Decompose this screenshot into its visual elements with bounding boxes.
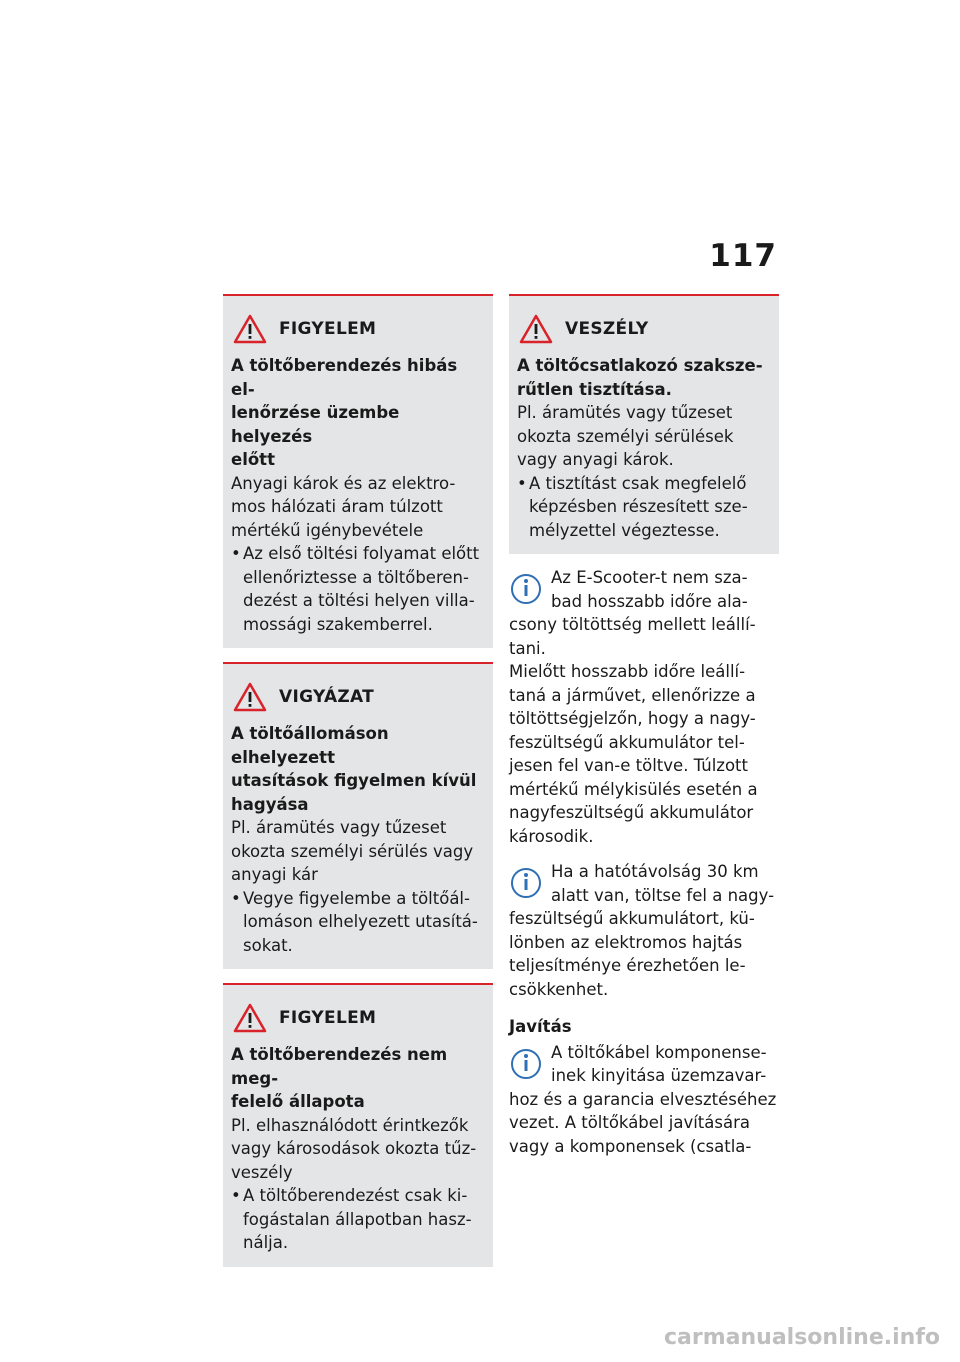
bullet-text: Vegye figyelembe a töltőál- lomáson elhelyezett utasítá- sokat. bbox=[243, 888, 478, 955]
box-body: Pl. áramütés vagy tűzeset okozta személyi sérülések vagy anyagi károk. bbox=[517, 403, 734, 469]
box-body: Anyagi károk és az elektro- mos hálózati áram túlzott mértékű igénybevétele bbox=[231, 473, 456, 540]
warning-triangle-icon bbox=[233, 314, 267, 344]
warning-triangle-icon bbox=[233, 682, 267, 712]
page-number: 117 bbox=[709, 238, 777, 274]
info-rest: feszültségű akkumulátort, kü- lönben az elektromos hajtás teljesítménye érezhetően le- csökkenhet. bbox=[509, 909, 755, 999]
bullet-dot: • bbox=[231, 1186, 241, 1205]
box-label: FIGYELEM bbox=[279, 319, 377, 339]
warning-box-2 bbox=[223, 983, 493, 1267]
bullet-item bbox=[231, 542, 485, 636]
left-column bbox=[223, 294, 493, 1277]
info-icon bbox=[509, 568, 543, 608]
bullet-item bbox=[231, 887, 485, 958]
box-bullet-list bbox=[231, 887, 485, 958]
box-subtitle: A töltőberendezés hibás el- lenőrzése üzembe helyezés előtt bbox=[231, 356, 458, 469]
info-note-2 bbox=[509, 860, 779, 1001]
box-header bbox=[517, 314, 771, 344]
box-header bbox=[231, 1003, 485, 1033]
box-body: Pl. elhasználódott érintkezők vagy károsodások okozta tűz- veszély bbox=[231, 1115, 477, 1182]
right-column bbox=[509, 294, 779, 1158]
section-heading-repair: Javítás bbox=[509, 1017, 572, 1036]
bullet-text: A töltőberendezést csak ki- fogástalan állapotban hasz- nálja. bbox=[243, 1186, 472, 1252]
bullet-dot: • bbox=[231, 544, 241, 563]
info-rest: csony töltöttség mellett leállí- tani. Mielőtt hosszabb időre leállí- taná a járművet, ellenőrizze a töltöttségjelzőn, hogy a nagy- feszültségű akkumulátor tel- jesen fel van-e töltve. Túlzott mértékű mélykisülés esetén a nagyfeszültségű akkumulátor károsodik. bbox=[509, 615, 758, 846]
bullet-text: Az első töltési folyamat előtt ellenőriztesse a töltőberen- dezést a töltési helyen villa- mossági szakemberrel. bbox=[243, 544, 480, 634]
bullet-item bbox=[517, 472, 771, 543]
box-label: FIGYELEM bbox=[279, 1008, 377, 1028]
bullet-item bbox=[231, 1184, 485, 1255]
warning-triangle-icon bbox=[233, 1003, 267, 1033]
info-rest: hoz és a garancia elvesztéséhez vezet. A töltőkábel javítására vagy a komponensek (csatla- bbox=[509, 1089, 777, 1156]
bullet-text: A tisztítást csak megfelelő képzésben részesített sze- mélyzettel végeztesse. bbox=[529, 473, 748, 540]
caution-box bbox=[223, 662, 493, 969]
box-subtitle: A töltőberendezés nem meg- felelő állapota bbox=[231, 1045, 448, 1111]
box-body: Pl. áramütés vagy tűzeset okozta személyi sérülés vagy anyagi kár bbox=[231, 818, 474, 884]
info-icon bbox=[509, 862, 543, 902]
box-header bbox=[231, 682, 485, 712]
bullet-dot: • bbox=[231, 888, 241, 908]
bullet-dot: • bbox=[517, 473, 527, 493]
box-label: VIGYÁZAT bbox=[279, 687, 375, 707]
watermark: carmanualsonline.info bbox=[664, 1325, 940, 1350]
info-first-lines: Az E-Scooter-t nem sza- bad hosszabb időre ala- bbox=[551, 568, 748, 611]
info-icon bbox=[509, 1043, 543, 1083]
box-header bbox=[231, 314, 485, 344]
box-bullet-list bbox=[231, 542, 485, 636]
info-first-lines: A töltőkábel komponense- inek kinyitása üzemzavar- bbox=[551, 1042, 767, 1085]
box-bullet-list bbox=[231, 1184, 485, 1255]
info-text bbox=[509, 1041, 779, 1159]
info-first-lines: Ha a hatótávolság 30 km alatt van, töltse fel a nagy- bbox=[551, 862, 775, 905]
info-note-1 bbox=[509, 566, 779, 848]
danger-box bbox=[509, 294, 779, 554]
box-subtitle: A töltőállomáson elhelyezett utasítások figyelmen kívül hagyása bbox=[231, 724, 477, 814]
info-text bbox=[509, 566, 779, 848]
box-label: VESZÉLY bbox=[565, 319, 649, 339]
info-text bbox=[509, 860, 779, 1001]
box-bullet-list bbox=[517, 472, 771, 543]
info-note-repair bbox=[509, 1041, 779, 1159]
warning-triangle-icon bbox=[519, 314, 553, 344]
warning-box-1 bbox=[223, 294, 493, 648]
box-subtitle: A töltőcsatlakozó szaksze- rűtlen tisztítása. bbox=[517, 356, 763, 399]
